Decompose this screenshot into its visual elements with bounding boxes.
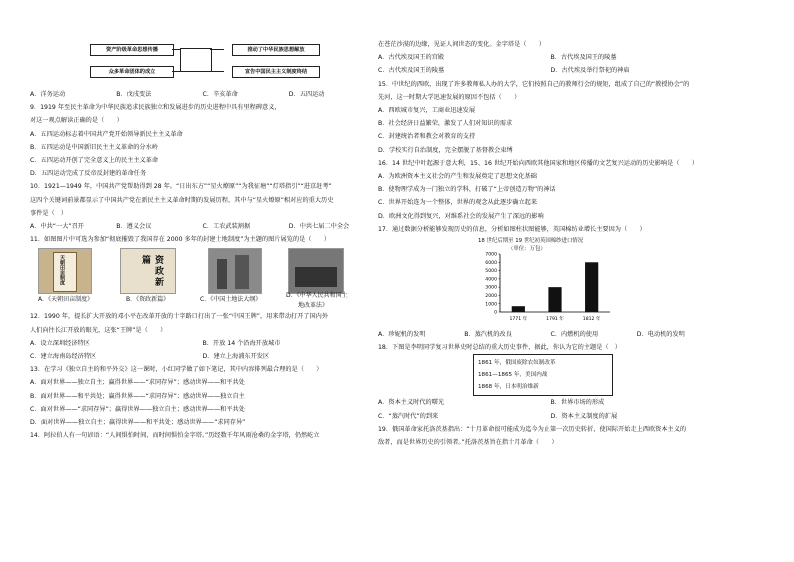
right-column <box>378 38 723 449</box>
question-line: 17．通过数据分析能够发现历史的信息，分析如图柱状图能够，英国棉纺业增长主要因为（ ） <box>378 225 646 233</box>
question-block-left-2 <box>30 310 375 442</box>
question-line: 9．1919 年至民主革命为中华民族追求民族独立和发展进步的历史进程中具有里程碑意义， <box>30 104 281 112</box>
answer-option[interactable]: B．开放 14 个沿海开放城市 <box>202 339 281 347</box>
option-row <box>30 350 375 363</box>
answer-option[interactable]: A．古代埃及国王的宫殿 <box>378 54 445 62</box>
question-line: 人们向往长江开放的眼光，这张“王牌”是（ ） <box>30 326 167 334</box>
table-row: 1868 年，日本明治维新 <box>478 384 539 391</box>
answer-option[interactable]: C．“蒸汽时代”的到来 <box>378 412 439 420</box>
chart-plot <box>470 244 630 330</box>
answer-option[interactable]: A．洋务运动 <box>30 91 66 98</box>
question-line: D．学校实行自治制度，完全摆脱了基督教会束缚 <box>378 146 513 154</box>
x-tick-label: 1771 年 <box>509 317 528 323</box>
question-line: 事件是（ ） <box>30 209 68 217</box>
answer-option[interactable]: D．电动机的发明 <box>636 331 685 339</box>
answer-option[interactable]: A．珍妮机的发明 <box>378 331 426 339</box>
answer-option[interactable]: D．中共七届二中全会 <box>288 223 350 231</box>
bar-chart <box>378 236 723 328</box>
question-line: C．封建统治者和教会对教育的支持 <box>378 133 476 141</box>
y-tick-label: 1000 <box>485 302 497 308</box>
option-row <box>378 396 723 409</box>
option-row <box>30 403 375 429</box>
question-line: B．使物理学成为一门独立的学科，打破了“上帝创造万物”的神话 <box>378 186 556 194</box>
flow-line <box>172 71 180 72</box>
left-column <box>30 0 375 442</box>
figure-caption: D．《中华人民共和国土 <box>286 292 348 300</box>
flow-line <box>210 49 224 50</box>
question-block-right-2 <box>378 328 723 354</box>
question-line: D．欧洲文化得到复兴，对维系社会的发展产生了深远的影响 <box>378 212 544 220</box>
answer-option[interactable]: C．内燃机的使用 <box>550 331 599 339</box>
option-row <box>378 64 723 77</box>
answer-option[interactable]: B．面对世界——和平共处；赢得世界——“求同存异”；感动世界——独立自主 <box>30 392 245 400</box>
bar <box>512 306 525 312</box>
figure-caption: 地改革法》 <box>298 302 329 310</box>
flow-connector <box>180 48 212 72</box>
question-block-right <box>378 38 723 236</box>
x-tick-label: 1812 年 <box>582 317 601 323</box>
answer-option[interactable]: B．古代埃及国王的陵墓 <box>550 54 617 62</box>
question-line: 19．俄国革命家托洛茨基指出：“十月革命很可能成为迄今为止第一次历史转折，使国际开始走上西欧资本主义的 <box>378 425 687 433</box>
question-line: A．西欧城市复兴，工商业迅速发展 <box>378 107 476 115</box>
question-line: 16．14 世纪中叶起源于意大利，15、16 世纪开始向西欧其他国家和地区传播的文艺复兴运动的历史影响是（ ） <box>378 159 699 167</box>
question-line: 12．1990 年，提长扩大开放的邓小平在改革开放的十字路口打出了一张“中国王牌”，用来带动打开了国内外 <box>30 313 329 321</box>
bar <box>585 262 598 312</box>
answer-option[interactable]: C．工农武装割据 <box>202 223 251 231</box>
flow-line <box>210 71 224 72</box>
figure-caption: A．《天朝田亩制度》 <box>38 296 94 304</box>
y-tick-label: 3000 <box>485 285 497 291</box>
figure-zizheng <box>120 248 176 294</box>
figure-land-reform <box>288 248 344 294</box>
option-row <box>30 376 375 402</box>
answer-option[interactable]: D．资本主义制度的扩展 <box>550 412 618 420</box>
event-table <box>473 354 613 396</box>
option-row <box>30 220 375 233</box>
answer-option[interactable]: C．辛亥革命 <box>202 91 238 98</box>
y-tick-label: 0 <box>494 310 497 316</box>
figure-tianchao-title: 天朝田亩制度 <box>59 255 65 286</box>
x-tick-label: 1791 年 <box>546 317 564 323</box>
flow-box-2: 众多革命团体的成立 <box>90 66 174 78</box>
option-row <box>378 51 723 64</box>
question-line: 10．1921—1949 年，中国共产党帮助得到 28 年。“日出东方”“星火燎原”“为我征塘”“灯塔指引”“进京赶考” <box>30 183 332 191</box>
flow-diagram <box>30 0 375 75</box>
answer-option[interactable]: D．古代埃及举行祭祀的神庙 <box>550 67 630 75</box>
question-line: 18．下图是李明同学复习世界史时总结的重大历史事件，据此，你认为它的主题是（ ） <box>378 344 621 352</box>
y-tick-label: 5000 <box>485 269 497 275</box>
answer-option[interactable]: A．中共“一大”召开 <box>30 223 84 231</box>
option-row <box>30 337 375 350</box>
answer-option[interactable]: A．设立深圳经济特区 <box>30 339 90 347</box>
flow-box-3: 推动了中华民族思想解放 <box>232 44 320 56</box>
figure-caption: C．《中国土地法大纲》 <box>200 296 262 304</box>
question-line: 敌者，而是世界历史的引领者。”托洛茨基旨在指十月革命（ ） <box>378 439 558 447</box>
question-line: C．五四运动开创了完全意义上的民主主义革命 <box>30 157 159 165</box>
figure-row <box>30 246 375 310</box>
question-block-left <box>30 88 375 246</box>
flow-line <box>172 49 180 50</box>
answer-option[interactable]: A．面对世界——独立自主；赢得世界——“求同存异”；感动世界——和平共处 <box>30 379 245 387</box>
question-block-right-3 <box>378 396 723 449</box>
figure-caption: B．《资政新篇》 <box>126 296 170 304</box>
figure-zizheng-title: 资政新篇 <box>140 255 163 289</box>
answer-option[interactable]: D．建立上海浦东开发区 <box>202 353 270 361</box>
answer-option[interactable]: C．古代埃及国王的陵墓 <box>378 67 445 75</box>
question-line: C．世界开始连为一个整体，世界的观念从此逐步确立起来 <box>378 199 538 207</box>
question-line: A．为欧洲资本主义社会的产生和发展奠定了思想文化基础 <box>378 173 537 181</box>
question-line: 13．在学习《独立自主的和平外交》这一课时，小红同学做了如下笔记，其中内容排列最合理的是（ ） <box>30 366 323 374</box>
option-row <box>378 410 723 423</box>
bar <box>548 287 561 312</box>
answer-option[interactable]: C．建立海南岛经济特区 <box>30 353 97 361</box>
y-tick-label: 4000 <box>485 277 497 283</box>
question-line: 先河，这一时期大学迅速发展的原因不包括（ ） <box>378 93 521 101</box>
answer-option[interactable]: D．面对世界——独立自主；赢得世界——和平共处；感动世界——“求同存异” <box>30 419 246 427</box>
y-tick-label: 7000 <box>485 252 497 258</box>
question-line: D．五四运动完成了反帝反封建的革命任务 <box>30 170 147 178</box>
answer-option[interactable]: B．蒸汽机的改良 <box>464 331 512 339</box>
question-line: 对这一观点解读正确的是（ ） <box>30 117 123 125</box>
question-line: A．五四运动标志着中国共产党开始领导新民主主义革命 <box>30 130 183 138</box>
question-line: 在苍茫沙漠的边缘，见证人间世态的变化。金字塔是（ ） <box>378 41 546 48</box>
chart-subtitle: （单位：万包） <box>508 246 546 253</box>
chart-title: 18 世纪后期至 19 世纪初英国棉纱进口情况 <box>478 238 584 245</box>
answer-option[interactable]: A．资本主义时代的曙光 <box>378 399 445 407</box>
answer-option[interactable]: C．面对世界——“求同存异”；赢得世界——独立自主；感动世界——和平共处 <box>30 405 245 413</box>
answer-option[interactable]: B．戊戌变法 <box>116 91 152 98</box>
y-tick-label: 2000 <box>485 294 497 300</box>
flow-box-1: 资产阶级革命思想传播 <box>90 44 174 56</box>
question-line: B．社会经济日益繁荣，激发了人们对知识的需求 <box>378 120 513 128</box>
option-row <box>30 88 375 101</box>
figure-land-law <box>208 248 262 294</box>
table-row: 1861—1865 年，美国内战 <box>478 372 548 379</box>
y-tick-label: 6000 <box>485 260 497 266</box>
question-line: 14．阿拉伯人有一句谚语：“人间惧怕时间，而时间惧怕金字塔。”历经数千年风雨沧桑的金字塔，仍然屹立 <box>30 432 320 440</box>
question-line: 11．如图图片中可选为参加“彻底摧毁了我国存在 2000 多年的封建土地制度”为主题的图片展览的是（ ） <box>30 236 331 244</box>
question-line: B．五四运动是中国新旧民主主义革命的分水岭 <box>30 143 158 151</box>
answer-option[interactable]: B．遵义会议 <box>116 223 152 231</box>
question-line: 15．中世纪的西欧，出现了许多教师私人办的大学，它们按照自己的教师行会的规矩，组成了自己的“教授协会”的 <box>378 80 690 88</box>
answer-option[interactable]: B．世界市场的形成 <box>550 399 605 407</box>
flow-box-4: 宣告中国民主主义制度终结 <box>232 66 320 78</box>
table-row: 1861 年，俄国废除农奴制改革 <box>478 360 556 367</box>
answer-option[interactable]: D．五四运动 <box>288 91 325 98</box>
question-line: 这四个关键词前景都显示了中国共产党在新民主主义革命时期的发展历程，其中与“星火燎原”相对应的重大历史 <box>30 196 334 204</box>
figure-tianchao <box>38 248 92 294</box>
